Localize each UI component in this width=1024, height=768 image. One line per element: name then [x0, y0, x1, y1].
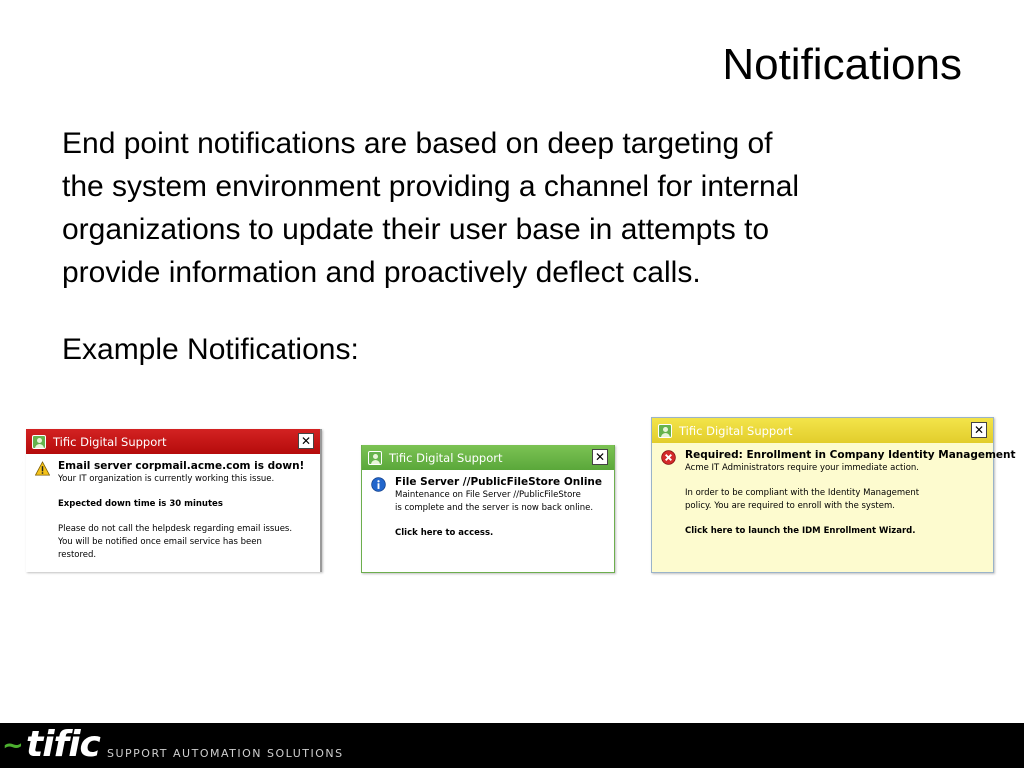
warning-icon: [35, 461, 50, 476]
slide-title: Notifications: [722, 40, 962, 89]
notification-header-title: Tific Digital Support: [389, 450, 503, 465]
notification-text: restored.: [58, 550, 97, 560]
company-tagline: SUPPORT AUTOMATION SOLUTIONS: [107, 747, 344, 760]
footer-bar: [0, 723, 1024, 768]
notification-text: In order to be compliant with the Identity Management: [685, 488, 920, 498]
notification-text: Please do not call the helpdesk regarding email issues.: [58, 524, 293, 534]
tific-logo-mark: ~: [2, 731, 24, 761]
notification-text: Your IT organization is currently working this issue.: [58, 474, 275, 484]
close-button[interactable]: ✕: [592, 449, 608, 465]
notification-body[interactable]: [26, 454, 320, 568]
support-user-icon: [32, 435, 46, 449]
close-button[interactable]: ✕: [298, 433, 314, 449]
error-icon: [661, 450, 676, 465]
notification-text: policy. You are required to enroll with the system.: [685, 501, 895, 511]
notification-emphasis: Expected down time is 30 minutes: [58, 499, 223, 509]
notification-header-title: Tific Digital Support: [53, 434, 167, 449]
tific-logo: tific: [26, 724, 100, 765]
slide-body-text: [62, 122, 962, 294]
notification-link-text[interactable]: Click here to access.: [395, 528, 494, 538]
notification-text: You will be notified once email service has been: [58, 537, 262, 547]
notification-title: Required: Enrollment in Company Identity Management: [685, 449, 1016, 461]
notification-text: Acme IT Administrators require your immediate action.: [685, 463, 920, 473]
body-line: the system environment providing a channel for internal: [62, 170, 800, 203]
body-line: End point notifications are based on deep targeting of: [62, 127, 773, 160]
notification-email-down[interactable]: [26, 429, 322, 572]
notification-header-title: Tific Digital Support: [679, 423, 793, 438]
notification-body[interactable]: [652, 443, 1016, 544]
notification-title: Email server corpmail.acme.com is down!: [58, 460, 305, 472]
support-user-icon: [658, 424, 672, 438]
notification-header: [362, 445, 614, 470]
notification-link-text[interactable]: Click here to launch the IDM Enrollment Wizard.: [685, 526, 916, 536]
close-button[interactable]: ✕: [971, 422, 987, 438]
example-notifications-label: Example Notifications:: [62, 333, 359, 366]
notification-title: File Server //PublicFileStore Online: [395, 476, 603, 488]
body-line: provide information and proactively deflect calls.: [62, 256, 701, 289]
notification-text: is complete and the server is now back online.: [395, 503, 594, 513]
notification-text: Maintenance on File Server //PublicFileStore: [395, 490, 581, 500]
info-icon: [371, 477, 386, 492]
notification-header: [26, 429, 320, 454]
notification-idm-enrollment[interactable]: [651, 417, 1016, 573]
notification-body[interactable]: [362, 470, 614, 546]
body-line: organizations to update their user base in attempts to: [62, 213, 770, 246]
notification-file-server-online[interactable]: [361, 445, 615, 573]
support-user-icon: [368, 451, 382, 465]
notification-header: [652, 418, 993, 443]
